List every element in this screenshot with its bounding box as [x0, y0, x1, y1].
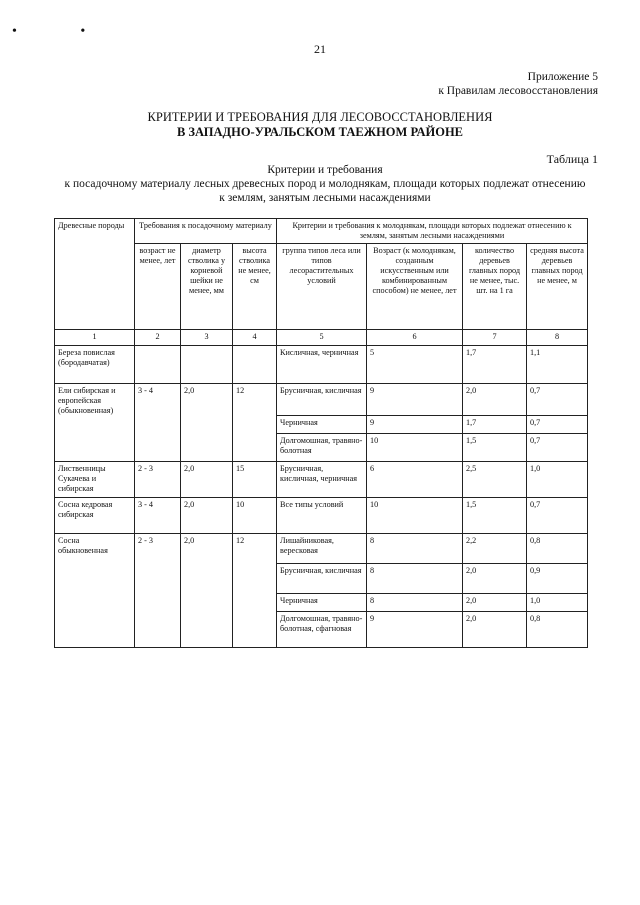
- tree-count-cell: 2,2: [463, 534, 527, 564]
- avg-height-cell: 0,7: [527, 384, 588, 416]
- criteria-table: [54, 218, 588, 648]
- tree-count-cell: 2,0: [463, 564, 527, 594]
- planting-age-cell: 3 - 4: [135, 498, 181, 534]
- avg-height-cell: 0,8: [527, 534, 588, 564]
- column-number: 6: [367, 330, 463, 346]
- young-age-cell: 9: [367, 612, 463, 648]
- forest-type-cell: Брусничная, кисличная: [277, 384, 367, 416]
- species-cell: Лиственницы Сукачева и сибирская: [55, 462, 135, 498]
- diameter-cell: 2,0: [181, 384, 233, 462]
- forest-type-cell: Брусничная, кисличная, черничная: [277, 462, 367, 498]
- avg-height-cell: 0,7: [527, 498, 588, 534]
- species-cell: Сосна обыкновенная: [55, 534, 135, 648]
- height-cell: 15: [233, 462, 277, 498]
- tree-count-cell: 1,5: [463, 498, 527, 534]
- table-row: [55, 534, 588, 564]
- column-number-row: [55, 330, 588, 346]
- tree-count-cell: 1,7: [463, 346, 527, 384]
- young-age-cell: 9: [367, 416, 463, 434]
- young-age-cell: 5: [367, 346, 463, 384]
- header-col-8: средняя высота деревьев главных пород не менее, м: [527, 244, 588, 330]
- avg-height-cell: 1,1: [527, 346, 588, 384]
- avg-height-cell: 0,7: [527, 416, 588, 434]
- avg-height-cell: 0,7: [527, 434, 588, 462]
- column-number: 4: [233, 330, 277, 346]
- young-age-cell: 9: [367, 384, 463, 416]
- forest-type-cell: Долгомошная, травяно-болотная: [277, 434, 367, 462]
- avg-height-cell: 0,8: [527, 612, 588, 648]
- table-subtitle: [40, 163, 610, 205]
- column-number: 5: [277, 330, 367, 346]
- tree-count-cell: 1,7: [463, 416, 527, 434]
- young-age-cell: 8: [367, 594, 463, 612]
- diameter-cell: 2,0: [181, 534, 233, 648]
- appendix-line-1: Приложение 5: [527, 71, 598, 83]
- page-number: 21: [314, 42, 326, 56]
- young-age-cell: 8: [367, 534, 463, 564]
- header-col-3: диаметр стволика у корневой шейки не менее, мм: [181, 244, 233, 330]
- young-age-cell: 6: [367, 462, 463, 498]
- diameter-cell: 2,0: [181, 462, 233, 498]
- column-number: 3: [181, 330, 233, 346]
- table-label: Таблица 1: [546, 152, 598, 166]
- height-cell: 10: [233, 498, 277, 534]
- table-row: [55, 384, 588, 416]
- forest-type-cell: Черничная: [277, 594, 367, 612]
- table-row: [55, 498, 588, 534]
- column-number: 2: [135, 330, 181, 346]
- planting-age-cell: 3 - 4: [135, 384, 181, 462]
- height-cell: 12: [233, 534, 277, 648]
- planting-age-cell: 2 - 3: [135, 534, 181, 648]
- header-species: Древесные породы: [55, 219, 135, 330]
- height-cell: 12: [233, 384, 277, 462]
- header-col-2: возраст не менее, лет: [135, 244, 181, 330]
- avg-height-cell: 0,9: [527, 564, 588, 594]
- header-planting-material: Требования к посадочному материалу: [135, 219, 277, 244]
- column-number: 7: [463, 330, 527, 346]
- forest-type-cell: Лишайниковая, вересковая: [277, 534, 367, 564]
- species-cell: Ели сибирская и европейская (обыкновенная): [55, 384, 135, 462]
- young-age-cell: 10: [367, 498, 463, 534]
- forest-type-cell: Все типы условий: [277, 498, 367, 534]
- diameter-cell: [181, 346, 233, 384]
- forest-type-cell: Черничная: [277, 416, 367, 434]
- planting-age-cell: 2 - 3: [135, 462, 181, 498]
- forest-type-cell: Брусничная, кисличная: [277, 564, 367, 594]
- appendix-line-2: к Правилам лесовосстановления: [438, 85, 598, 97]
- avg-height-cell: 1,0: [527, 462, 588, 498]
- subtitle-line-1: Критерии и требования: [267, 164, 383, 176]
- header-col-4: высота стволика не менее, см: [233, 244, 277, 330]
- tree-count-cell: 2,0: [463, 612, 527, 648]
- species-cell: Береза повислая (бородавчатая): [55, 346, 135, 384]
- planting-age-cell: [135, 346, 181, 384]
- table-body: [55, 330, 588, 648]
- title-line-2: В ЗАПАДНО-УРАЛЬСКОМ ТАЕЖНОМ РАЙОНЕ: [176, 125, 464, 139]
- forest-type-cell: Долгомошная, травяно-болотная, сфагновая: [277, 612, 367, 648]
- tree-count-cell: 2,0: [463, 384, 527, 416]
- column-number: 1: [55, 330, 135, 346]
- young-age-cell: 10: [367, 434, 463, 462]
- young-age-cell: 8: [367, 564, 463, 594]
- scan-dots: • •: [12, 24, 116, 39]
- appendix-reference: [438, 70, 598, 98]
- header-young-stands: Критерии и требования к молоднякам, площади которых подлежат отнесению к землям, занятым лесными насаждениями: [277, 219, 588, 244]
- tree-count-cell: 2,5: [463, 462, 527, 498]
- avg-height-cell: 1,0: [527, 594, 588, 612]
- diameter-cell: 2,0: [181, 498, 233, 534]
- header-col-5: группа типов леса или типов лесорастительных условий: [277, 244, 367, 330]
- column-number: 8: [527, 330, 588, 346]
- table-row: [55, 462, 588, 498]
- document-title: [0, 110, 640, 140]
- subtitle-line-2: к посадочному материалу лесных древесных пород и молоднякам, площади которых подлежат отнесению: [64, 178, 586, 190]
- tree-count-cell: 2,0: [463, 594, 527, 612]
- header-col-6: Возраст (к молоднякам, созданным искусственным или комбинированным способом) не менее, лет: [367, 244, 463, 330]
- tree-count-cell: 1,5: [463, 434, 527, 462]
- height-cell: [233, 346, 277, 384]
- forest-type-cell: Кисличная, черничная: [277, 346, 367, 384]
- subtitle-line-3: к землям, занятым лесными насаждениями: [219, 192, 431, 204]
- species-cell: Сосна кедровая сибирская: [55, 498, 135, 534]
- header-col-7: количество деревьев главных пород не менее, тыс. шт. на 1 га: [463, 244, 527, 330]
- title-line-1: КРИТЕРИИ И ТРЕБОВАНИЯ ДЛЯ ЛЕСОВОССТАНОВЛЕНИЯ: [147, 110, 493, 124]
- table-row: [55, 346, 588, 384]
